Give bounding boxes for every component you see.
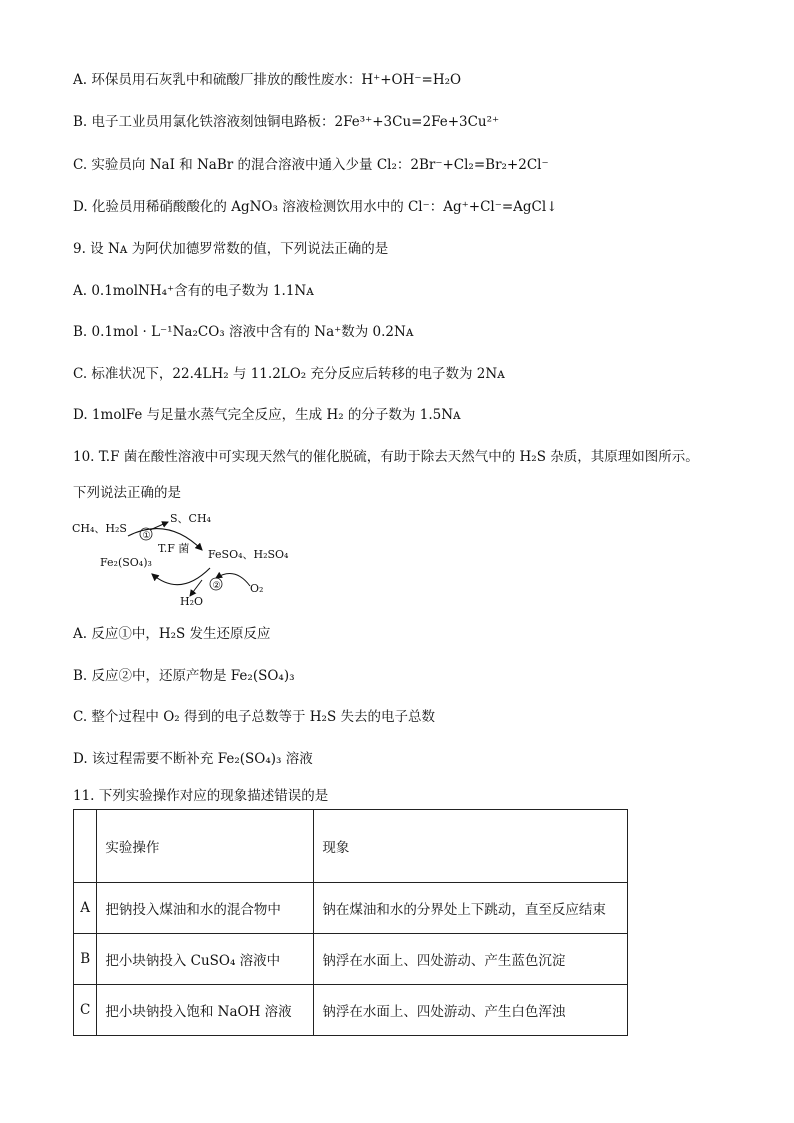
q9-stem: 9. 设 Nᴀ 为阿伏加德罗常数的值，下列说法正确的是	[73, 241, 389, 257]
reaction2-arrow	[152, 568, 210, 585]
q9-option-a: A. 0.1molNH₄⁺含有的电子数为 1.1Nᴀ	[73, 283, 314, 299]
step2-label: ②	[212, 581, 221, 591]
q10-option-b: B. 反应②中，还原产物是 Fe₂(SO₄)₃	[73, 668, 295, 684]
q8-option-b: B. 电子工业员用氯化铁溶液刻蚀铜电路板：2Fe³⁺+3Cu=2Fe+3Cu²⁺	[73, 114, 500, 130]
q10-stem-line1: 10. T.F 菌在酸性溶液中可实现天然气的催化脱硫，有助于除去天然气中的 H₂S 杂质，其原理如图所示。	[73, 449, 699, 465]
q11-stem: 11. 下列实验操作对应的现象描述错误的是	[73, 788, 329, 804]
output-species-label: S、CH₄	[170, 512, 211, 525]
step1-label: ①	[142, 531, 151, 541]
q8-option-c: C. 实验员向 NaI 和 NaBr 的混合溶液中通入少量 Cl₂：2Br⁻+Cl₂=Br₂+2Cl⁻	[73, 157, 549, 173]
ferrous-sulfate-label: FeSO₄、H₂SO₄	[208, 548, 289, 561]
q9-option-d: D. 1molFe 与足量水蒸气完全反应，生成 H₂ 的分子数为 1.5Nᴀ	[73, 407, 461, 423]
table-cell: 把小块钠投入 CuSO₄ 溶液中	[97, 934, 314, 985]
table-row	[74, 985, 628, 1036]
q8-option-a: A. 环保员用石灰乳中和硫酸厂排放的酸性废水：H⁺+OH⁻=H₂O	[73, 72, 462, 88]
q10-option-a: A. 反应①中，H₂S 发生还原反应	[73, 626, 271, 642]
experiment-table	[73, 809, 628, 1036]
table-row	[74, 883, 628, 934]
table-cell: B	[74, 934, 97, 985]
q10-option-d: D. 该过程需要不断补充 Fe₂(SO₄)₃ 溶液	[73, 751, 313, 767]
table-header-cell	[74, 810, 97, 883]
table-cell: C	[74, 985, 97, 1036]
desulfurization-cycle-diagram	[70, 508, 310, 608]
q9-option-c: C. 标准状况下，22.4LH₂ 与 11.2LO₂ 充分反应后转移的电子数为 2Nᴀ	[73, 366, 505, 382]
q9-option-b: B. 0.1mol · L⁻¹Na₂CO₃ 溶液中含有的 Na⁺数为 0.2Nᴀ	[73, 324, 414, 340]
table-cell: 把小块钠投入饱和 NaOH 溶液	[97, 985, 314, 1036]
oxygen-label: O₂	[250, 582, 264, 595]
q10-stem-line2: 下列说法正确的是	[73, 485, 181, 501]
table-header-cell: 实验操作	[97, 810, 314, 883]
water-label: H₂O	[180, 595, 204, 608]
q8-option-d: D. 化验员用稀硝酸酸化的 AgNO₃ 溶液检测饮用水中的 Cl⁻：Ag⁺+Cl⁻=AgCl↓	[73, 199, 558, 215]
table-cell: 钠浮在水面上、四处游动、产生白色浑浊	[314, 985, 628, 1036]
table-header-cell: 现象	[314, 810, 628, 883]
input-species-label: CH₄、H₂S	[72, 522, 127, 535]
table-row	[74, 934, 628, 985]
q10-option-c: C. 整个过程中 O₂ 得到的电子总数等于 H₂S 失去的电子总数	[73, 709, 436, 725]
table-cell: A	[74, 883, 97, 934]
water-out-arrow	[190, 580, 202, 596]
table-header-row	[74, 810, 628, 883]
table-cell: 把钠投入煤油和水的混合物中	[97, 883, 314, 934]
catalyst-label: T.F 菌	[158, 542, 190, 555]
table-cell: 钠浮在水面上、四处游动、产生蓝色沉淀	[314, 934, 628, 985]
table-cell: 钠在煤油和水的分界处上下跳动，直至反应结束	[314, 883, 628, 934]
ferric-sulfate-label: Fe₂(SO₄)₃	[100, 556, 152, 569]
oxygen-in-arrow	[216, 574, 250, 587]
